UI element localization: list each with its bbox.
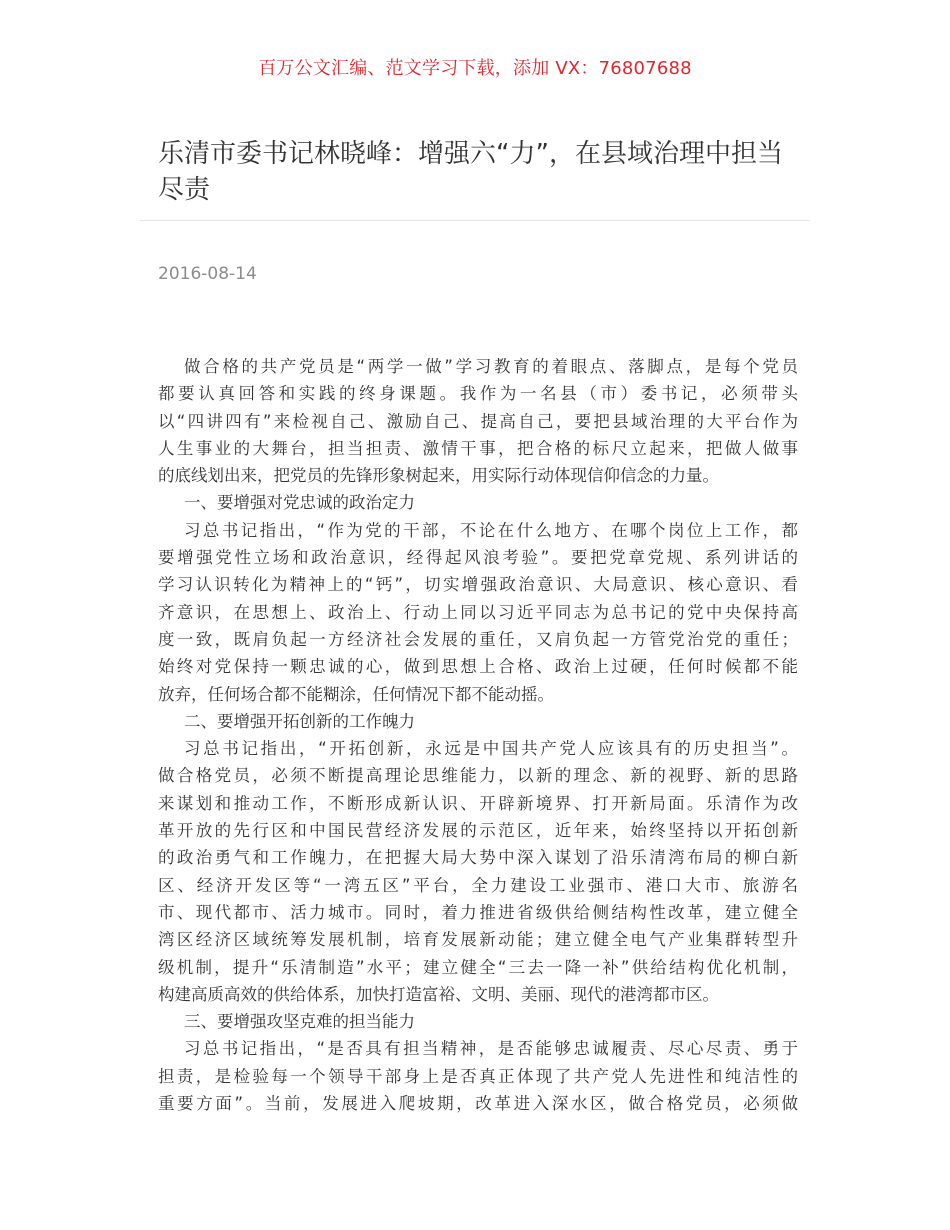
body-line: 人生事业的大舞台，担当担责、激情干事，把合格的标尺立起来，把做人做事	[158, 438, 798, 458]
body-line: 学习认识转化为精神上的“钙”，切实增强政治意识、大局意识、核心意识、看	[158, 575, 798, 595]
title-line: 乐清市委书记林晓峰：增强六“力”，在县域治理中担当	[158, 139, 783, 169]
body-line: 革开放的先行区和中国民营经济发展的示范区，近年来，始终坚持以开拓创新	[158, 821, 798, 841]
body-line: 以“四讲四有”来检视自己、激励自己、提高自己，要把县域治理的大平台作为	[158, 411, 798, 431]
article-title	[158, 136, 798, 208]
section-heading-3: 三、要增强攻坚克难的担当能力	[184, 1012, 415, 1032]
body-line: 区、经济开发区等“一湾五区”平台，全力建设工业强市、港口大市、旅游名	[158, 875, 798, 895]
body-line: 湾区经济区域统筹发展机制，培育发展新动能；建立健全电气产业集群转型升	[158, 930, 798, 950]
body-line: 构建高质高效的供给体系，加快打造富裕、文明、美丽、现代的港湾都市区。	[158, 984, 719, 1004]
body-line: 级机制，提升“乐清制造”水平；建立健全“三去一降一补”供给结构优化机制，	[158, 957, 798, 977]
body-line: 市、现代都市、活力城市。同时，着力推进省级供给侧结构性改革，建立健全	[158, 902, 798, 922]
body-line: 齐意识，在思想上、政治上、行动上同以习近平同志为总书记的党中央保持高	[158, 602, 798, 622]
promo-banner: 百万公文汇编、范文学习下载，添加 VX：76807688	[258, 58, 692, 79]
section-heading-2: 二、要增强开拓创新的工作魄力	[184, 711, 415, 731]
body-line: 重要方面”。当前，发展进入爬坡期，改革进入深水区，做合格党员，必须做	[158, 1094, 798, 1114]
body-line: 习总书记指出，“开拓创新，永远是中国共产党人应该具有的历史担当”。	[184, 739, 798, 759]
article-body	[158, 353, 798, 1117]
body-line: 度一致，既肩负起一方经济社会发展的重任，又肩负起一方管党治党的重任；	[158, 629, 798, 649]
body-line: 习总书记指出，“作为党的干部，不论在什么地方、在哪个岗位上工作，都	[184, 520, 798, 540]
title-divider	[140, 220, 810, 221]
body-line: 要增强党性立场和政治意识，经得起风浪考验”。要把党章党规、系列讲话的	[158, 548, 798, 568]
section-heading-1: 一、要增强对党忠诚的政治定力	[184, 493, 415, 513]
body-line: 来谋划和推动工作，不断形成新认识、开辟新境界、打开新局面。乐清作为改	[158, 793, 798, 813]
body-line: 都要认真回答和实践的终身课题。我作为一名县（市）委书记，必须带头	[158, 384, 798, 404]
body-line: 的底线划出来，把党员的先锋形象树起来，用实际行动体现信仰信念的力量。	[158, 466, 719, 486]
title-line: 尽责	[158, 175, 211, 205]
body-line: 的政治勇气和工作魄力，在把握大局大势中深入谋划了沿乐清湾布局的柳白新	[158, 848, 798, 868]
body-line: 始终对党保持一颗忠诚的心，做到思想上合格、政治上过硬，任何时候都不能	[158, 657, 798, 677]
body-line: 放弃，任何场合都不能糊涂，任何情况下都不能动摇。	[158, 684, 554, 704]
body-line: 习总书记指出，“是否具有担当精神，是否能够忠诚履责、尽心尽责、勇于	[184, 1039, 798, 1059]
body-line: 担责，是检验每一个领导干部身上是否真正体现了共产党人先进性和纯洁性的	[158, 1066, 798, 1086]
body-line: 做合格党员，必须不断提高理论思维能力，以新的理念、新的视野、新的思路	[158, 766, 798, 786]
body-line: 做合格的共产党员是“两学一做”学习教育的着眼点、落脚点，是每个党员	[184, 357, 798, 376]
publish-date: 2016-08-14	[158, 264, 257, 284]
